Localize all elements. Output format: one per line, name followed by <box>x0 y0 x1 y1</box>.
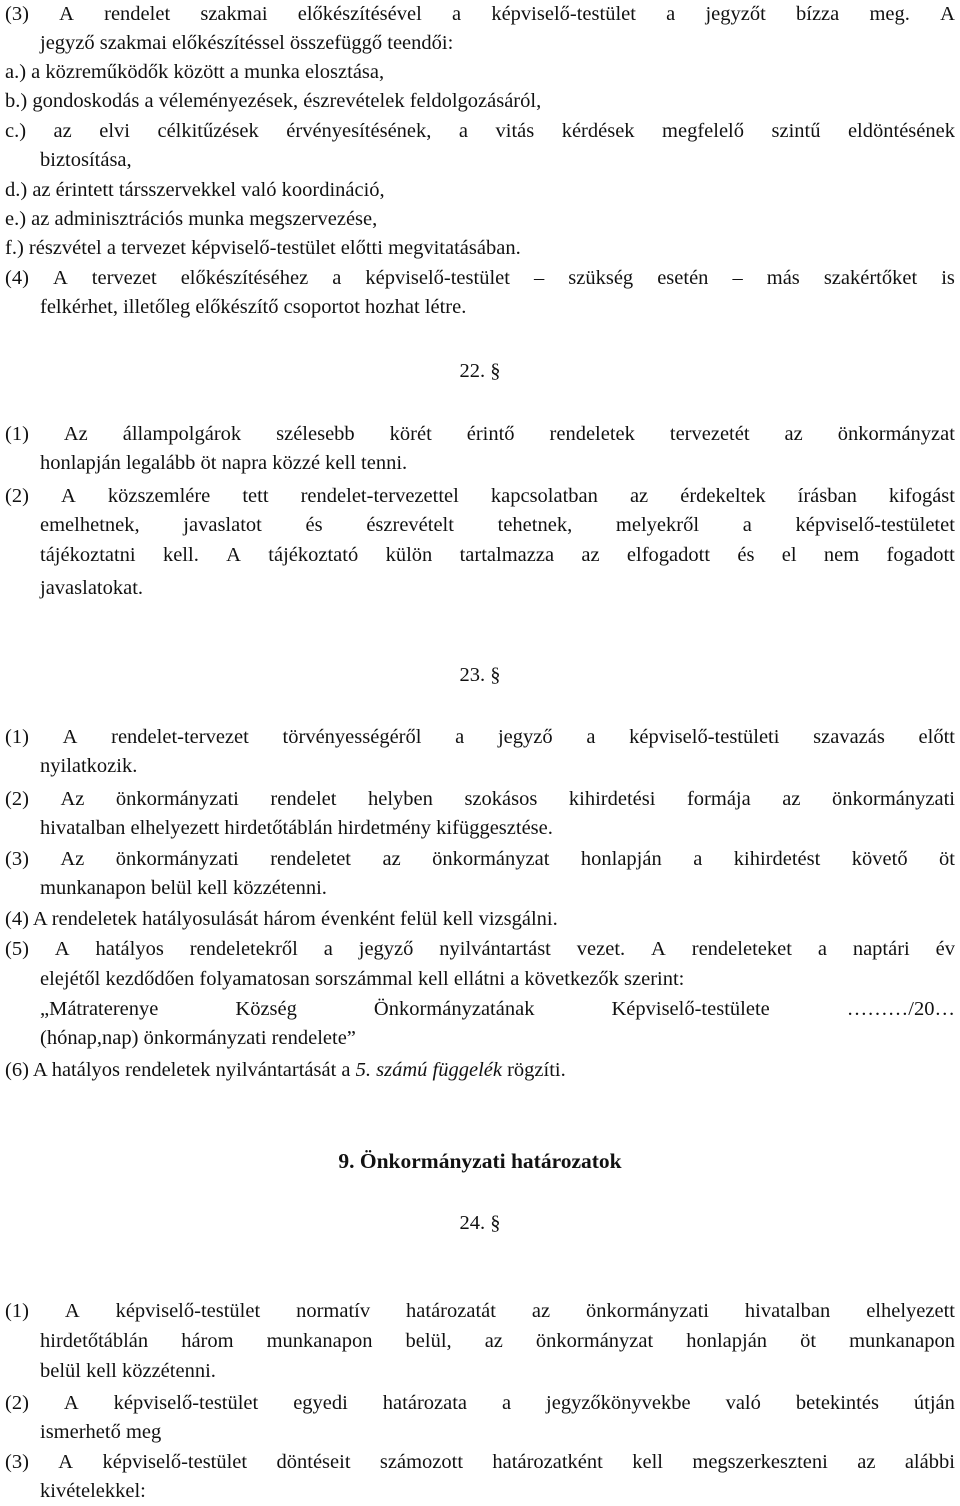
word: A <box>54 938 70 960</box>
word: a <box>693 848 703 870</box>
word: előkészítésével <box>297 3 422 25</box>
word: jegyző <box>358 938 414 960</box>
word: a <box>332 267 342 289</box>
word: szélesebb <box>276 423 355 445</box>
word: döntéseit <box>276 1451 351 1473</box>
paragraph-line: jegyző szakmai előkészítéssel összefüggő teendői: <box>40 32 454 54</box>
list-item: d.) az érintett társszervekkel való koordináció, <box>5 179 385 201</box>
word: Község <box>235 998 297 1020</box>
paragraph-line: kivételekkel: <box>40 1480 146 1502</box>
word: helyben <box>367 788 433 810</box>
word: és <box>737 544 755 566</box>
list-item: a.) a közreműködők között a munka elosztása, <box>5 61 385 83</box>
word: A <box>60 485 76 507</box>
word: (2) <box>5 788 29 810</box>
word: kérdések <box>561 120 635 142</box>
word: rendeletek <box>549 423 635 445</box>
paragraph-line <box>5 264 955 293</box>
word: melyekről <box>615 514 700 536</box>
word: A <box>64 1300 80 1322</box>
word: c.) <box>5 120 27 142</box>
word: vitás <box>495 120 535 142</box>
word: érintő <box>466 423 515 445</box>
word: „Mátraterenye <box>40 998 159 1020</box>
word: honlapján <box>686 1330 768 1352</box>
paragraph-line: munkanapon belül kell közzétenni. <box>40 877 327 899</box>
word: A <box>58 1451 74 1473</box>
paragraph-line: felkérhet, illetőleg előkészítő csoportot hozhat létre. <box>40 296 467 318</box>
word: szakértőket <box>823 267 918 289</box>
word: a <box>452 3 462 25</box>
word: a <box>666 3 676 25</box>
paragraph-line <box>5 420 955 449</box>
word: három <box>181 1330 234 1352</box>
paragraph-text: rögzíti. <box>501 1059 566 1081</box>
word: alábbi <box>904 1451 955 1473</box>
word: öt <box>800 1330 817 1352</box>
section-heading: 22. § <box>459 360 501 382</box>
list-item: b.) gondoskodás a véleményezések, észrevételek feldolgozásáról, <box>5 90 542 112</box>
word: A <box>226 544 241 566</box>
word: önkormányzati <box>115 788 239 810</box>
word: az <box>484 1330 503 1352</box>
word: Az <box>60 848 85 870</box>
word: nem <box>823 544 860 566</box>
word: képviselő-testület <box>113 1392 259 1414</box>
word: honlapján <box>580 848 662 870</box>
word: önkormányzati <box>115 848 239 870</box>
word: rendelet <box>104 3 171 25</box>
word: javaslatot <box>183 514 262 536</box>
paragraph-line: belül kell közzétenni. <box>40 1360 216 1382</box>
word: képviselő-testület <box>491 3 636 25</box>
word: év <box>935 938 955 960</box>
paragraph-line <box>5 935 955 964</box>
word: (1) <box>5 1300 29 1322</box>
list-item: e.) az adminisztrációs munka megszervezése, <box>5 208 378 230</box>
word: tett <box>242 485 269 507</box>
word: önkormányzat <box>535 1330 654 1352</box>
word: (4) <box>5 267 29 289</box>
word: tehetnek, <box>497 514 573 536</box>
word: naptári <box>852 938 910 960</box>
word: betekintés <box>795 1392 879 1414</box>
word: követő <box>851 848 908 870</box>
list-item-continuation: biztosítása, <box>40 149 132 171</box>
word: képviselő-testület <box>115 1300 261 1322</box>
word: kell. <box>162 544 199 566</box>
paragraph-line: honlapján legalább öt napra közzé kell tenni. <box>40 452 408 474</box>
word: esetén <box>657 267 709 289</box>
word: tájékoztatni <box>40 544 136 566</box>
word: tervezetét <box>669 423 750 445</box>
list-item <box>5 117 955 146</box>
paragraph-line <box>40 511 955 540</box>
word: A <box>940 3 955 25</box>
word: az <box>382 848 401 870</box>
word: belül, <box>405 1330 452 1352</box>
word: – <box>533 267 545 289</box>
word: rendeletet <box>270 848 351 870</box>
word: tervezet <box>91 267 157 289</box>
word: szintű <box>771 120 821 142</box>
word: képviselő-testületet <box>795 514 955 536</box>
word: határozatként <box>492 1451 603 1473</box>
paragraph-line <box>40 1327 955 1356</box>
word: jegyzőt <box>705 3 766 25</box>
paragraph-line: javaslatokat. <box>40 577 144 599</box>
word: is <box>941 267 955 289</box>
word: szükség <box>568 267 634 289</box>
word: elvi <box>99 120 130 142</box>
word: Önkormányzatának <box>373 998 535 1020</box>
word: fogadott <box>886 544 955 566</box>
word: rendelet-tervezet <box>111 726 249 748</box>
word: az <box>531 1300 551 1322</box>
word: érvényesítésének, <box>286 120 432 142</box>
word: elhelyezett <box>866 1300 955 1322</box>
word: – <box>732 267 743 289</box>
word: rendeleteket <box>691 938 792 960</box>
paragraph-line <box>5 0 955 29</box>
word: az <box>782 788 801 810</box>
word: képviselő-testületi <box>629 726 780 748</box>
word: munkanapon <box>266 1330 373 1352</box>
word: öt <box>939 848 955 870</box>
word: el <box>781 544 797 566</box>
word: kihirdetési <box>568 788 656 810</box>
paragraph-line: hivatalban elhelyezett hirdetőtáblán hirdetmény kifüggesztése. <box>40 817 553 839</box>
word: (3) <box>5 3 29 25</box>
word: külön <box>385 544 433 566</box>
word: szokásos <box>464 788 538 810</box>
word: önkormányzati <box>832 788 955 810</box>
word: tájékoztató <box>268 544 359 566</box>
word: A <box>63 1392 79 1414</box>
appendix-reference: 5. számú függelék <box>355 1059 502 1081</box>
word: közszemlére <box>107 485 211 507</box>
list-item: f.) részvétel a tervezet képviselő-testület előtti megvitatásában. <box>5 237 521 259</box>
word: egyedi <box>293 1392 348 1414</box>
paragraph-line <box>5 723 955 752</box>
word: a <box>817 938 827 960</box>
word: való <box>725 1392 761 1414</box>
word: munkanapon <box>849 1330 955 1352</box>
word: határozatát <box>406 1300 496 1322</box>
word: (2) <box>5 485 29 507</box>
word: és <box>305 514 323 536</box>
word: kihirdetést <box>733 848 821 870</box>
word: Képviselő-testülete <box>611 998 770 1020</box>
word: rendelet-tervezettel <box>300 485 459 507</box>
word: rendeletekről <box>189 938 298 960</box>
word: (3) <box>5 848 29 870</box>
word: útján <box>913 1392 955 1414</box>
chapter-heading: 9. Önkormányzati határozatok <box>338 1149 622 1173</box>
word: szakmai <box>200 3 268 25</box>
word: rendelet <box>270 788 337 810</box>
word: önkormányzat <box>837 423 955 445</box>
word: hatályos <box>95 938 164 960</box>
word: az <box>53 120 72 142</box>
word: észrevételt <box>366 514 454 536</box>
word: az <box>784 423 803 445</box>
paragraph-text: (6) A hatályos rendeletek nyilvántartását a <box>5 1059 356 1081</box>
word: A <box>62 726 78 748</box>
word: érdekeltek <box>680 485 766 507</box>
word: vezet. <box>576 938 626 960</box>
word: más <box>766 267 800 289</box>
word: előtt <box>918 726 955 748</box>
paragraph-line <box>5 785 955 814</box>
word: (3) <box>5 1451 29 1473</box>
word: A <box>52 267 68 289</box>
word: számozott <box>379 1451 464 1473</box>
paragraph-line: ismerhető meg <box>40 1421 162 1443</box>
word: (1) <box>5 423 29 445</box>
word: megszerkeszteni <box>692 1451 828 1473</box>
paragraph-line: elejétől kezdődően folyamatosan sorszámmal kell ellátni a következők szerint: <box>40 968 685 990</box>
word: normatív <box>296 1300 371 1322</box>
word: nyilvántartást <box>439 938 551 960</box>
word: kifogást <box>888 485 955 507</box>
word: az <box>629 485 649 507</box>
word: meg. <box>869 3 910 25</box>
word: az <box>581 544 600 566</box>
paragraph-line: (4) A rendeletek hatályosulását három évenként felül kell vizsgálni. <box>5 908 558 930</box>
word: (1) <box>5 726 29 748</box>
section-heading: 23. § <box>459 664 501 686</box>
word: A <box>59 3 74 25</box>
paragraph-line <box>40 541 955 570</box>
paragraph-line: nyilatkozik. <box>40 755 138 777</box>
word: célkitűzések <box>157 120 259 142</box>
word: Az <box>60 788 85 810</box>
paragraph-line <box>5 1297 955 1326</box>
word: állampolgárok <box>122 423 242 445</box>
word: jegyző <box>497 726 553 748</box>
word: Az <box>63 423 88 445</box>
paragraph-line <box>40 995 955 1024</box>
word: bízza <box>796 3 840 25</box>
word: emelhetnek, <box>40 514 140 536</box>
paragraph-line: (hónap,nap) önkormányzati rendelete” <box>40 1027 356 1049</box>
paragraph-line <box>5 1056 955 1085</box>
word: törvényességéről <box>282 726 422 748</box>
word: jegyzőkönyvekbe <box>546 1392 691 1414</box>
word: az <box>857 1451 876 1473</box>
word: önkormányzat <box>432 848 550 870</box>
word: a <box>501 1392 512 1414</box>
word: hivatalban <box>744 1300 831 1322</box>
word: kell <box>632 1451 663 1473</box>
word: önkormányzati <box>586 1300 709 1322</box>
word: kapcsolatban <box>490 485 598 507</box>
paragraph-line <box>5 845 955 874</box>
word: a <box>455 726 465 748</box>
word: előkészítéséhez <box>180 267 309 289</box>
word: szavazás <box>813 726 885 748</box>
word: a <box>742 514 752 536</box>
word: megfelelő <box>662 120 745 142</box>
word: írásban <box>797 485 857 507</box>
word: (5) <box>5 938 29 960</box>
word: képviselő-testület <box>365 267 510 289</box>
word: A <box>651 938 666 960</box>
word: a <box>458 120 469 142</box>
section-heading: 24. § <box>459 1212 501 1234</box>
paragraph-line <box>5 1448 955 1477</box>
word: képviselő-testület <box>102 1451 248 1473</box>
word: hirdetőtáblán <box>40 1330 149 1352</box>
paragraph-line <box>5 482 955 511</box>
word: körét <box>389 423 432 445</box>
word: ………/20… <box>846 998 955 1020</box>
word: határozata <box>382 1392 468 1414</box>
word: (2) <box>5 1392 29 1414</box>
word: formája <box>686 788 751 810</box>
paragraph-line <box>5 1389 955 1418</box>
word: a <box>586 726 596 748</box>
word: tartalmazza <box>459 544 555 566</box>
word: eldöntésének <box>847 120 955 142</box>
word: elfogadott <box>626 544 711 566</box>
word: a <box>323 938 333 960</box>
